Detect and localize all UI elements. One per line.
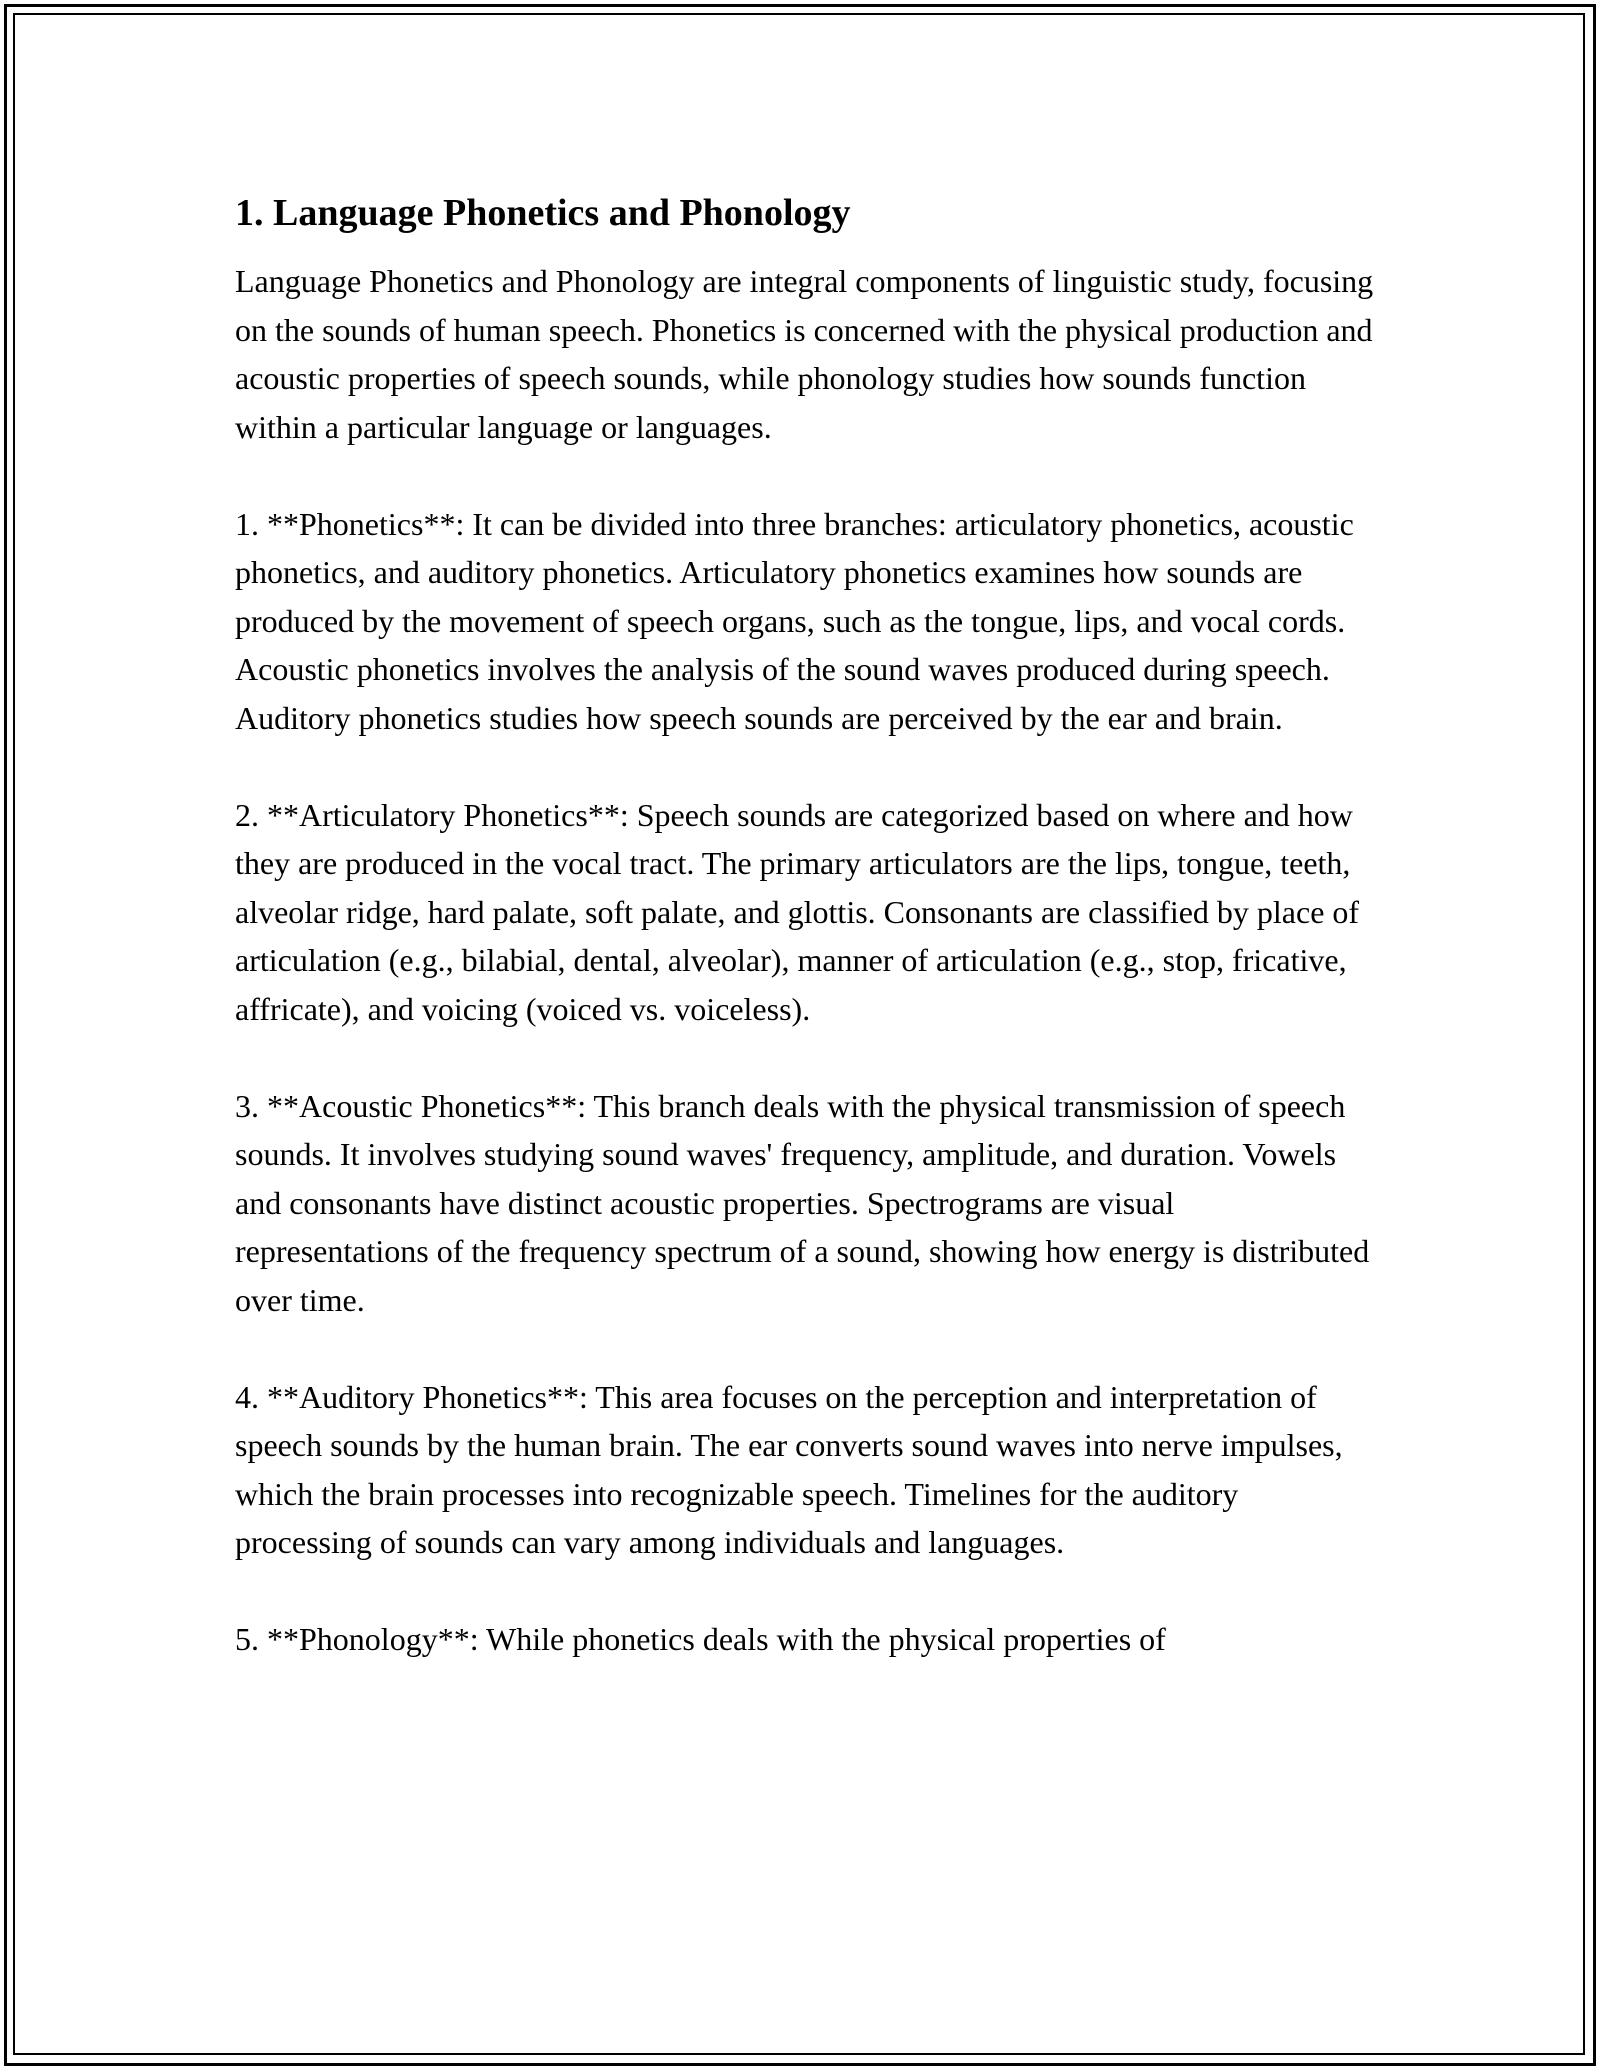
auditory-phonetics-paragraph: 4. **Auditory Phonetics**: This area focuses on the perception and interpretation of speech sounds by the human brain. The ear converts sound waves into nerve impulses, which the brain processes into recognizable speech. Timelines for the auditory processing of sounds can vary among individuals and languages. xyxy=(235,1378,1343,1560)
acoustic-phonetics-paragraph: 3. **Acoustic Phonetics**: This branch deals with the physical transmission of speech sounds. It involves studying sound waves' frequency, amplitude, and duration. Vowels and consonants have distinct acoustic properties. Spectrograms are visual representations of the frequency spectrum of a sound, showing how energy is distributed over time. xyxy=(235,1087,1370,1318)
phonology-paragraph: 5. **Phonology**: While phonetics deals with the physical properties of xyxy=(235,1621,1166,1657)
articulatory-phonetics-paragraph: 2. **Articulatory Phonetics**: Speech sounds are categorized based on where and how they are produced in the vocal tract. The primary articulators are the lips, tongue, teeth, alveolar ridge, hard palate, soft palate, and glottis. Consonants are classified by place of articulation (e.g., bilabial, dental, alveolar), manner of articulation (e.g., stop, fricative, affricate), and voicing (voiced vs. voiceless). xyxy=(235,796,1360,1027)
intro-paragraph: Language Phonetics and Phonology are integral components of linguistic study, focusing on the sounds of human speech. Phonetics is concerned with the physical production and acoustic properties of speech sounds, while phonology studies how sounds function within a particular language or languages. xyxy=(235,263,1374,445)
phonetics-paragraph: 1. **Phonetics**: It can be divided into three branches: articulatory phonetics, acoustic phonetics, and auditory phonetics. Articulatory phonetics examines how sounds are produced by the movement of speech organs, such as the tongue, lips, and vocal cords. Acoustic phonetics involves the analysis of the sound waves produced during speech. Auditory phonetics studies how speech sounds are perceived by the ear and brain. xyxy=(235,505,1354,736)
document-body xyxy=(235,183,1375,1712)
section-heading: 1. Language Phonetics and Phonology xyxy=(235,192,851,234)
